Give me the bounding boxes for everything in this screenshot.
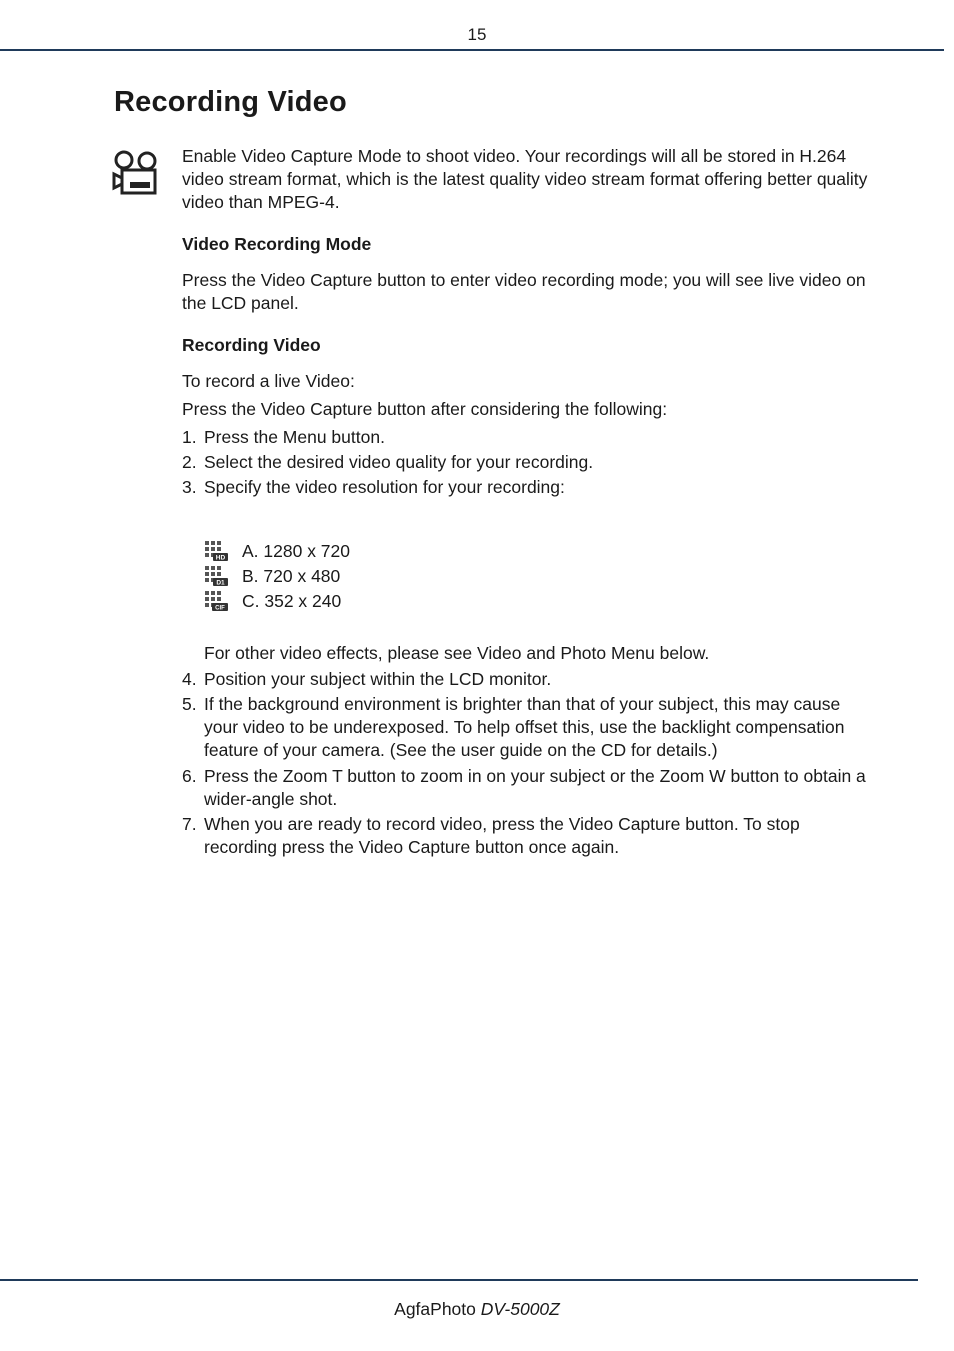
step-text: Select the desired video quality for your recording. (204, 452, 594, 472)
intro-paragraph: Enable Video Capture Mode to shoot video. Your recordings will all be stored in H.264 video stream format, which is the latest quality video stream format offering better quality video than MPEG-4. (182, 146, 868, 212)
step-number: 5. (182, 694, 197, 714)
steps-list-part1 (182, 426, 872, 499)
resolution-label: B. 720 x 480 (242, 566, 341, 586)
step-number: 6. (182, 766, 197, 786)
step-text: When you are ready to record video, press the Video Capture button. To stop recording press the Video Capture button once again. (204, 814, 800, 857)
header-rule (0, 49, 944, 51)
list-item (182, 476, 872, 499)
resolution-hd-icon (204, 540, 228, 562)
step-number: 7. (182, 814, 197, 834)
page-title: Recording Video (114, 86, 347, 118)
press-capture-line: Press the Video Capture button after considering the following: (182, 399, 668, 419)
list-item (182, 813, 872, 859)
footer-model: DV-5000Z (480, 1299, 560, 1319)
footer (0, 1299, 954, 1320)
footer-rule (0, 1279, 918, 1281)
step-text: If the background environment is brighter than that of your subject, this may cause your video to be underexposed. To help offset this, use the backlight compensation feature of your camera. (See the user guide on the CD for details.) (204, 694, 845, 760)
step-number: 4. (182, 669, 197, 689)
recording-video-heading: Recording Video (182, 335, 321, 355)
step-text: Specify the video resolution for your recording: (204, 477, 565, 497)
icon-tag: HD (215, 554, 226, 562)
video-recording-mode-text: Press the Video Capture button to enter video recording mode; you will see live video on the LCD panel. (182, 270, 866, 313)
icon-tag: CIF (215, 605, 225, 612)
steps-list-part2 (182, 668, 872, 859)
record-live-video-line: To record a live Video: (182, 371, 355, 391)
step-number: 3. (182, 477, 197, 497)
list-item (182, 451, 872, 474)
video-camera-icon (111, 148, 161, 196)
list-item (182, 765, 872, 811)
step-number: 1. (182, 427, 197, 447)
other-effects-note: For other video effects, please see Video and Photo Menu below. (204, 643, 710, 663)
step-text: Position your subject within the LCD monitor. (204, 669, 552, 689)
footer-brand: AgfaPhoto (394, 1299, 476, 1319)
step-text: Press the Zoom T button to zoom in on your subject or the Zoom W button to obtain a wider-angle shot. (204, 766, 866, 809)
icon-tag: D1 (216, 579, 225, 587)
video-recording-mode-heading: Video Recording Mode (182, 234, 372, 254)
step-text: Press the Menu button. (204, 427, 385, 447)
page-number: 15 (467, 25, 487, 44)
step-number: 2. (182, 452, 197, 472)
resolution-label: C. 352 x 240 (242, 591, 342, 611)
list-item (182, 426, 872, 449)
list-item (182, 668, 872, 691)
resolution-d1-icon (204, 565, 228, 587)
resolution-label: A. 1280 x 720 (242, 541, 350, 561)
resolution-cif-icon (204, 590, 228, 612)
list-item (182, 693, 872, 762)
